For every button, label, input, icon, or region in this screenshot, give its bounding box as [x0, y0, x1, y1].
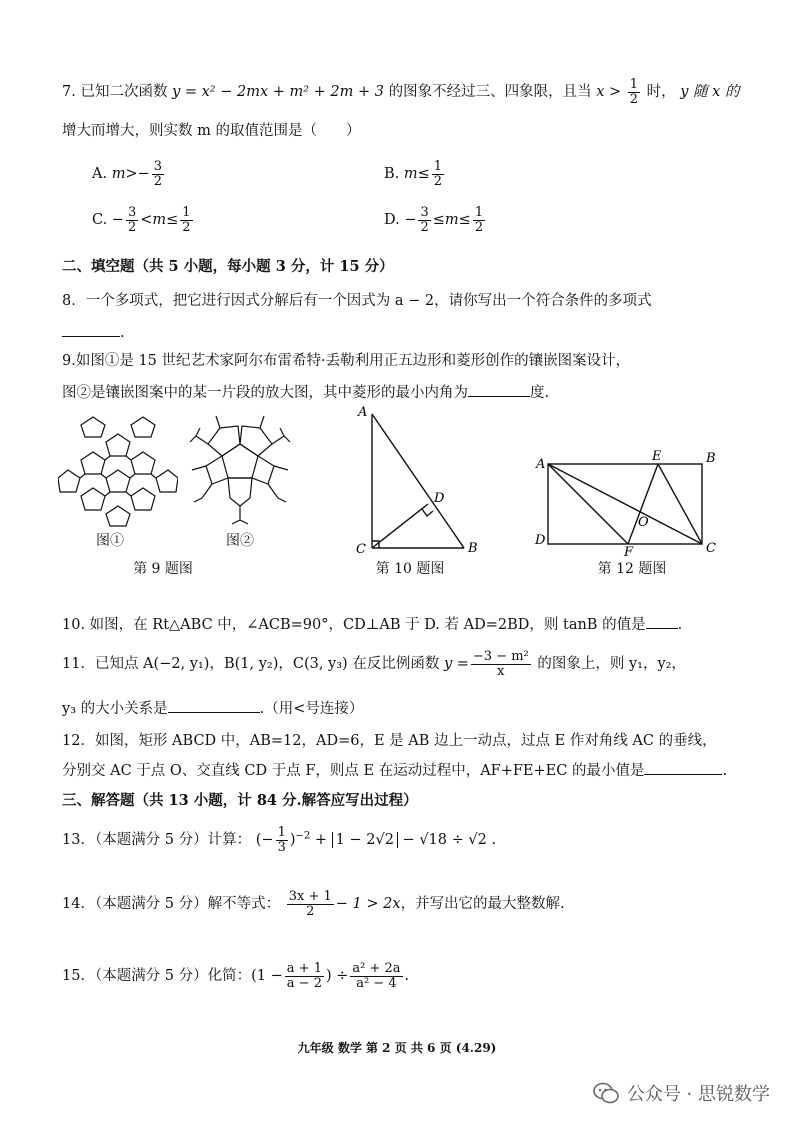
q13-expr-b: ): [289, 832, 296, 849]
option-expr: m≤: [403, 166, 430, 183]
q15-fraction-1: [285, 962, 324, 990]
watermark-text: 公众号 · 思锐数学: [626, 1084, 770, 1105]
q11-line1: [62, 650, 686, 678]
q13-fraction: [276, 826, 288, 854]
fig12-point-a: A: [536, 457, 546, 472]
frac-den: a − 2: [286, 975, 322, 991]
frac-num: 3: [127, 205, 137, 220]
q11-func-fraction: [471, 650, 531, 678]
q11-line2: [62, 698, 363, 718]
frac-den: 2: [306, 903, 315, 919]
q15-end: .: [404, 968, 410, 985]
frac-den: 2: [433, 173, 443, 189]
frac-num: 1: [277, 825, 286, 840]
fig10-point-c: C: [356, 542, 366, 557]
q15-fraction-2: [350, 962, 402, 990]
fig12-caption: 第 12 题图: [597, 561, 667, 577]
q7-stem4: y 随 x 的: [680, 84, 740, 101]
fig10-triangle: [352, 406, 492, 558]
option-fraction: [432, 160, 444, 188]
fig12-point-f: F: [624, 545, 634, 558]
q7-line2-text: 增大而增大，则实数 m 的取值范围是（ ）: [62, 123, 361, 139]
frac-den: x: [497, 663, 505, 679]
frac-num: 3: [420, 205, 429, 220]
fig9-pattern-1: [58, 412, 178, 527]
frac-den: 2: [474, 219, 484, 235]
option-expr: −: [111, 212, 124, 229]
q7-option-c: [92, 206, 195, 234]
q10-line: [62, 614, 682, 634]
option-mid: ≤m≤: [432, 212, 471, 229]
frac-num: −3 − m²: [472, 649, 529, 664]
q8-line2: [62, 322, 125, 342]
option-label: A.: [92, 166, 108, 183]
q7-stem2: 的图象不经过三、四象限，且当: [388, 84, 592, 101]
option-expr: m>−: [111, 166, 150, 183]
wechat-icon: [593, 1082, 619, 1104]
q10-answer-blank[interactable]: [646, 614, 678, 629]
option-fraction: [418, 206, 430, 234]
q11-line2-pre: y₃ 的大小关系是: [62, 701, 168, 717]
fig12-point-c: C: [706, 541, 716, 556]
q7-option-b: [384, 160, 446, 188]
q15-line: [62, 962, 409, 990]
frac-den: 2: [153, 173, 163, 189]
frac-den: a² − 4: [356, 975, 397, 991]
fig12-rectangle: [532, 448, 722, 558]
q13-expr-a: (−: [255, 832, 274, 849]
frac-den: 2: [420, 219, 429, 235]
option-label: D.: [384, 212, 400, 229]
q10-text: 10. 如图，在 Rt△ABC 中，∠ACB=90°，CD⊥AB 于 D. 若 AD=2BD，则 tanB 的值是: [62, 617, 646, 633]
frac-num: 1: [433, 159, 443, 174]
q14-line: [62, 890, 565, 918]
q15-text: 15．（本题满分 5 分）化简：(1 −: [62, 968, 283, 985]
q11-line2-post: .（用<号连接）: [259, 701, 364, 717]
q14-inequality: − 1 > 2x: [335, 896, 401, 913]
fig12-point-o: O: [638, 515, 649, 530]
fig12-point-d: D: [535, 533, 546, 548]
frac-den: 2: [629, 91, 639, 107]
frac-num: a² + 2a: [352, 961, 401, 976]
fig12-point-b: B: [706, 451, 716, 466]
q7-option-a: [92, 160, 166, 188]
q14-fraction: [287, 890, 334, 918]
frac-num: a + 1: [286, 961, 322, 976]
q9-line2: [62, 382, 549, 402]
fig10-point-d: D: [434, 491, 445, 506]
fig10-caption: 第 10 题图: [375, 561, 445, 577]
q9-line2-pre: 图②是镶嵌图案中的某一片段的放大图，其中菱形的最小内角为: [62, 385, 468, 401]
frac-den: 2: [182, 219, 191, 235]
fig10-point-b: B: [468, 541, 478, 556]
q9-answer-blank[interactable]: [468, 382, 530, 397]
section2-heading: 二、填空题（共 5 小题，每小题 3 分，计 15 分）: [62, 258, 394, 275]
q11-answer-blank[interactable]: [168, 698, 260, 713]
q7-line2: [62, 122, 360, 140]
q12-line2: [62, 760, 727, 780]
fig10-point-a: A: [358, 406, 368, 420]
q7-option-d: [384, 206, 487, 234]
q7-condition: x >: [596, 84, 622, 101]
q12-line2-post: .: [722, 763, 728, 779]
fig9-pattern-2: [186, 414, 294, 526]
q8-end: .: [120, 325, 125, 341]
fig9-label-1: 图①: [96, 533, 124, 549]
option-fraction: [126, 206, 138, 234]
q15-mid: ) ÷: [325, 968, 349, 985]
option-label: C.: [92, 212, 108, 229]
q12-line1: 12．如图，矩形 ABCD 中，AB=12，AD=6，E 是 AB 边上一动点，过点 E 作对角线 AC 的垂线，: [62, 733, 717, 749]
q13-line: [62, 826, 496, 854]
frac-num: 1: [474, 205, 484, 220]
fig9-caption: 第 9 题图: [133, 561, 193, 577]
frac-num: 3: [153, 159, 163, 174]
q12-line2-pre: 分别交 AC 于点 O、交直线 CD 于点 F，则点 E 在运动过程中，AF+FE+EC 的最小值是: [62, 763, 645, 779]
q13-expr-d: − √18 ÷ √2 .: [397, 832, 497, 849]
option-mid: <m≤: [140, 212, 179, 229]
q8-line1: 8．一个多项式，把它进行因式分解后有一个因式为 a − 2，请你写出一个符合条件的多项式: [62, 293, 652, 309]
q12-answer-blank[interactable]: [644, 760, 722, 775]
frac-num: 1: [629, 77, 639, 92]
q11-text-post: 的图象上，则 y₁，y₂，: [537, 656, 686, 673]
q13-absolute-value: 1 − 2√2: [332, 832, 398, 848]
q14-text: 14．（本题满分 5 分）解不等式：: [62, 896, 281, 913]
frac-den: 2: [127, 219, 137, 235]
option-expr: −: [404, 212, 417, 229]
frac-num: 1: [182, 205, 191, 220]
option-fraction-2: [180, 206, 192, 234]
q11-text: 11．已知点 A(−2, y₁)，B(1, y₂)，C(3, y₃) 在反比例函数: [62, 656, 440, 673]
q13-exponent: −2: [295, 830, 311, 842]
fig9-label-2: 图②: [226, 533, 254, 549]
q7-stem3: 时，: [646, 84, 676, 101]
q13-expr-c: +: [310, 832, 332, 849]
q7-line1: [62, 78, 739, 106]
option-fraction-2: [473, 206, 485, 234]
q11-func-lhs: y =: [443, 656, 469, 673]
q7-function: y = x² − 2mx + m² + 2m + 3: [172, 84, 384, 101]
q8-answer-blank[interactable]: [62, 322, 120, 337]
fig12-point-e: E: [652, 449, 662, 464]
option-fraction: [152, 160, 164, 188]
q10-end: .: [677, 617, 683, 633]
frac-den: 3: [277, 839, 286, 855]
q9-line1: 9.如图①是 15 世纪艺术家阿尔布雷希特·丢勒利用正五边形和菱形创作的镶嵌图案设计，: [62, 353, 631, 369]
frac-num: 3x + 1: [288, 889, 332, 904]
page-footer: 九年级 数学 第 2 页 共 6 页 (4.29): [297, 1041, 497, 1055]
option-label: B.: [384, 166, 400, 183]
watermark: [593, 1080, 770, 1106]
q13-text: 13．（本题满分 5 分）计算：: [62, 832, 252, 849]
q7-half-fraction: [628, 78, 640, 106]
q7-stem1: 7. 已知二次函数: [62, 84, 168, 101]
q9-line2-post: 度.: [530, 385, 550, 401]
section3-heading: 三、解答题（共 13 小题，计 84 分.解答应写出过程）: [62, 792, 418, 809]
q14-post: ，并写出它的最大整数解.: [400, 896, 565, 913]
